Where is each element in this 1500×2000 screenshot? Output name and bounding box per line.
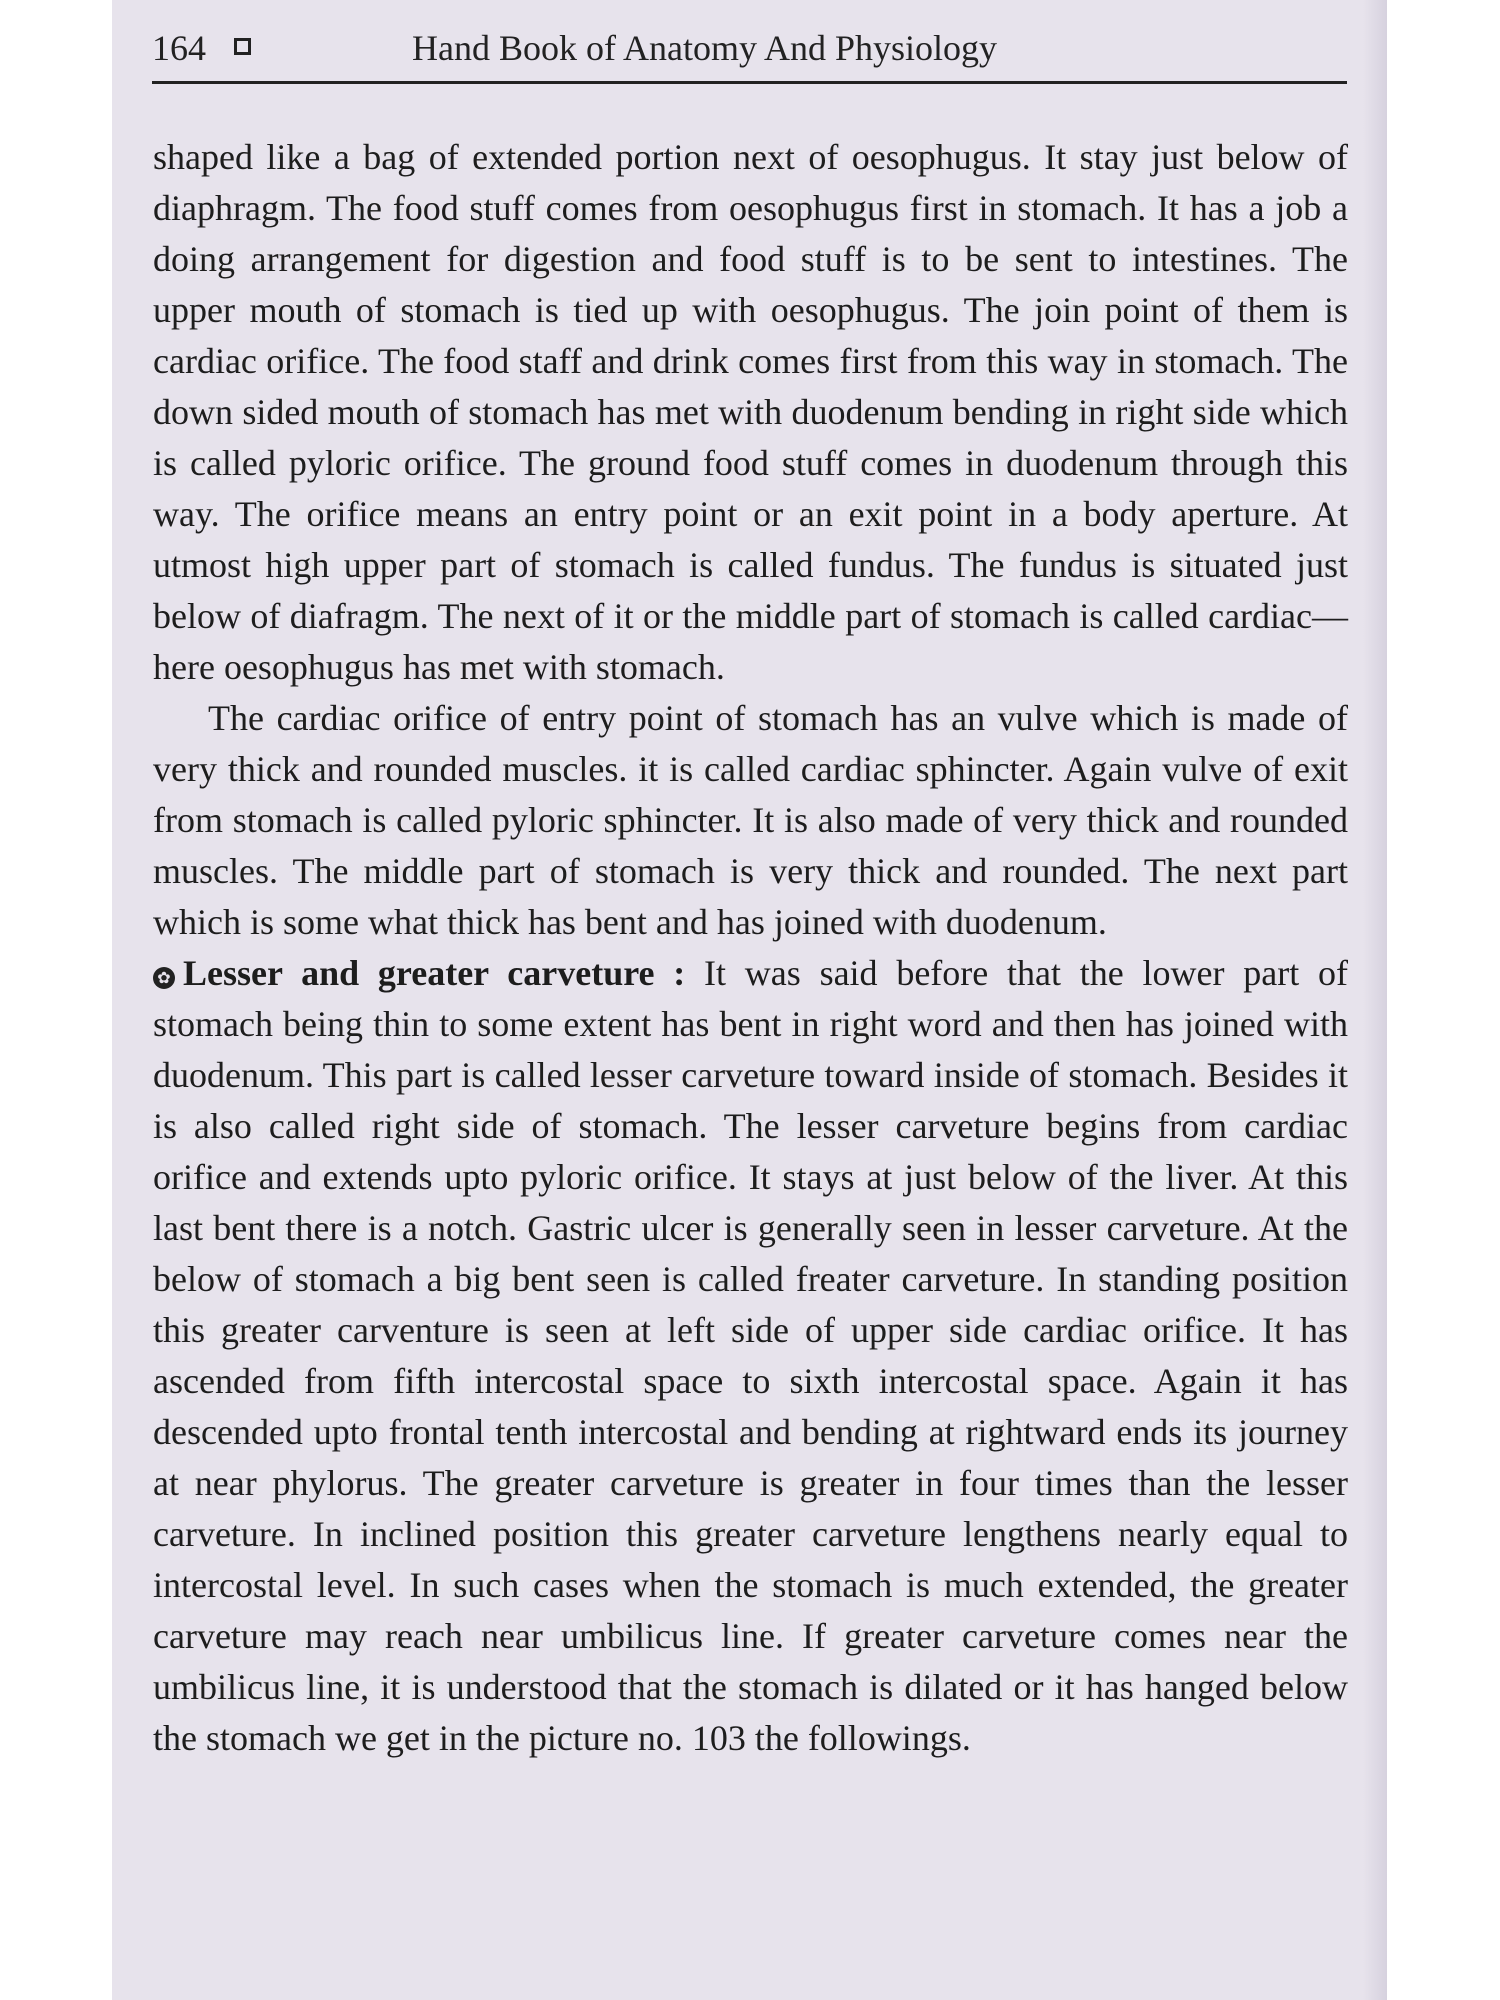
section-paragraph — [153, 948, 1348, 1764]
body-text — [153, 132, 1348, 1764]
square-box-icon — [234, 38, 251, 55]
section-heading: Lesser and greater carveture : — [183, 953, 686, 993]
book-title: Hand Book of Anatomy And Physiology — [412, 28, 998, 68]
paragraph-2: The cardiac orifice of entry point of stomach has an vulve which is made of very thick and rounded muscles. it is called cardiac sphincter. Again vulve of exit from stomach is called pyloric sphincter. It is also made of very thick and rounded muscles. The middle part of stomach is very thick and rounded. The next part which is some what thick has bent and has joined with duodenum. — [153, 698, 1348, 942]
bullet-circle-icon: ✿ — [153, 967, 175, 989]
paragraph-1: shaped like a bag of extended portion next of oesophugus. It stay just below of diaphragm. The food stuff comes from oesophugus first in stomach. It has a job a doing arrangement for digestion and food stuff is to be sent to intestines. The upper mouth of stomach is tied up with oesophugus. The join point of them is cardiac orifice. The food staff and drink comes first from this way in stomach. The down sided mouth of stomach has met with duodenum bending in right side which is called pyloric orifice. The ground food stuff comes in duodenum through this way. The orifice means an entry point or an exit point in a body aperture. At utmost high upper part of stomach is called fundus. The fundus is situated just below of diafragm. The next of it or the middle part of stomach is called cardiac—here oesophugus has met with stomach. — [153, 137, 1348, 687]
page-header — [152, 22, 1347, 84]
page-number: 164 — [152, 28, 206, 68]
page-edge-shadow — [1363, 0, 1387, 2000]
header-divider — [152, 81, 1347, 84]
section-text: It was said before that the lower part of stomach being thin to some extent has bent in right word and then has joined with duodenum. This part is called lesser carveture toward inside of stomach. Besides it is also called right side of stomach. The lesser carveture begins from cardiac orifice and extends upto pyloric orifice. It stays at just below of the liver. At this last bent there is a notch. Gastric ulcer is generally seen in lesser carveture. At the below of stomach a big bent seen is called freater carveture. In standing position this greater carventure is seen at left side of upper side cardiac orifice. It has ascended from fifth intercostal space to sixth intercostal space. Again it has descended upto frontal tenth intercostal and bending at rightward ends its journey at near phylorus. The greater carveture is greater in four times than the lesser carveture. In inclined position this greater carveture lengthens nearly equal to intercostal level. In such cases when the stomach is much extended, the greater carveture may reach near umbilicus line. If greater carveture comes near the umbilicus line, it is understood that the stomach is dilated or it has hanged below the stomach we get in the picture no. 103 the followings. — [153, 953, 1348, 1758]
book-page — [112, 0, 1387, 2000]
